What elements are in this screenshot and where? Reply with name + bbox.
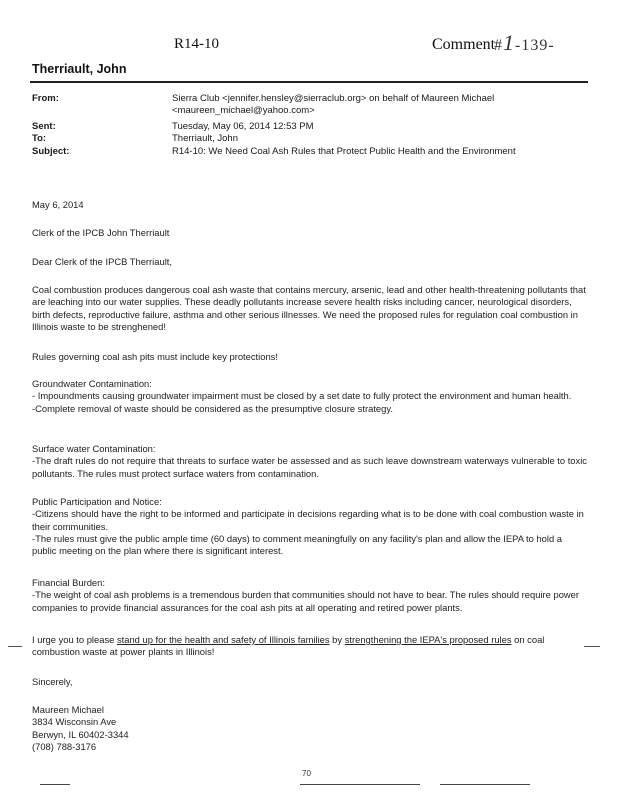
mailbox-owner-name: Therriault, John xyxy=(32,62,127,76)
comment-hash: # xyxy=(494,37,503,54)
urge-paragraph xyxy=(32,634,587,659)
surface-water-section xyxy=(32,443,587,480)
financial-burden-section xyxy=(32,577,587,614)
from-value-line2: <maureen_michael@yahoo.com> xyxy=(172,105,315,116)
sent-value: Tuesday, May 06, 2014 12:53 PM xyxy=(172,121,314,132)
comment-number-tail: -139- xyxy=(515,37,555,54)
rules-line: Rules governing coal ash pits must include key protections! xyxy=(32,351,278,362)
groundwater-heading: Groundwater Contamination: xyxy=(32,378,152,389)
financial-burden-heading: Financial Burden: xyxy=(32,577,105,588)
margin-mark-right xyxy=(584,646,600,647)
from-value-line1: Sierra Club <jennifer.hensley@sierraclub.org> on behalf of Maureen Michael xyxy=(172,93,495,104)
to-value: Therriault, John xyxy=(172,133,239,144)
letter-date: May 6, 2014 xyxy=(32,199,84,210)
subject-value: R14-10: We Need Coal Ash Rules that Protect Public Health and the Environment xyxy=(172,146,516,157)
closing: Sincerely, xyxy=(32,676,73,687)
signature-name: Maureen Michael xyxy=(32,704,104,715)
sent-label: Sent: xyxy=(32,121,56,132)
signature-block xyxy=(32,704,587,753)
comment-number xyxy=(494,30,555,56)
footer-scan-line-3 xyxy=(440,784,530,785)
financial-burden-item-1: -The weight of coal ash problems is a tremendous burden that communities should not have to bear. The rules should require power companies to provide financial assurances for the coal ash pits at all operating and retired power plants. xyxy=(32,589,580,613)
urge-start: I urge you to please xyxy=(32,634,117,645)
footer-scan-line-1 xyxy=(40,784,70,785)
signature-address-line-2: Berwyn, IL 60402-3344 xyxy=(32,728,129,740)
groundwater-item-1: - Impoundments causing groundwater impairment must be closed by a set date to fully protect the environment and human health. xyxy=(32,390,572,402)
urge-underlined-2: strengthening the IEPA's proposed rules xyxy=(344,634,512,645)
urge-underlined-1: stand up for the health and safety of Illinois families xyxy=(116,634,330,645)
urge-end: on coal combustion waste at power plants in Illinois! xyxy=(32,634,545,658)
footer-scan-line-2 xyxy=(300,784,420,785)
comment-label: Comment xyxy=(432,36,496,53)
surface-water-heading: Surface water Contamination: xyxy=(32,443,156,454)
from-value xyxy=(172,93,582,117)
footer-page-mark: 70 xyxy=(302,769,311,778)
letter-salutation: Dear Clerk of the IPCB Therriault, xyxy=(32,256,172,267)
to-label: To: xyxy=(32,133,47,144)
signature-address-line-1: 3834 Wisconsin Ave xyxy=(32,716,117,728)
subject-label: Subject: xyxy=(32,146,70,157)
surface-water-item-1: -The draft rules do not require that threats to surface water be assessed and as such leave downstream waterways vulnerable to toxic pollutants. The rules must protect surface waters from contamination. xyxy=(32,455,587,479)
from-label: From: xyxy=(32,93,59,104)
signature-phone: (708) 788-3176 xyxy=(32,740,97,752)
groundwater-item-2: -Complete removal of waste should be considered as the presumptive closure strategy. xyxy=(32,402,393,414)
margin-mark-left xyxy=(8,646,22,647)
groundwater-section xyxy=(32,378,587,415)
public-participation-item-2: -The rules must give the public ample time (60 days) to comment meaningfully on any facility's plan and allow the IEPA to hold a public meeting on the plan where there is significant interest. xyxy=(32,532,563,557)
letter-addressee: Clerk of the IPCB John Therriault xyxy=(32,227,170,238)
intro-paragraph: Coal combustion produces dangerous coal ash waste that contains mercury, arsenic, lead and other health-threatening pollutants that are leaching into our water supplies. These deadly pollutants increase severe health risks including cancer, neurological disorders, birth defects, reproductive failure, asthma and other serious illnesses. We need the proposed rules for regulation coal combustion in Illinois waste to be strenghened! xyxy=(32,284,586,332)
public-participation-section xyxy=(32,496,587,557)
public-participation-item-1: -Citizens should have the right to be informed and participate in decisions regarding what is to be done with coal combustion waste in their communities. xyxy=(32,508,584,532)
header-divider xyxy=(30,81,588,83)
comment-number-handwritten: 1 xyxy=(503,30,515,55)
urge-mid: by xyxy=(329,634,345,645)
docket-number: R14-10 xyxy=(174,36,219,52)
public-participation-heading: Public Participation and Notice: xyxy=(32,496,162,507)
